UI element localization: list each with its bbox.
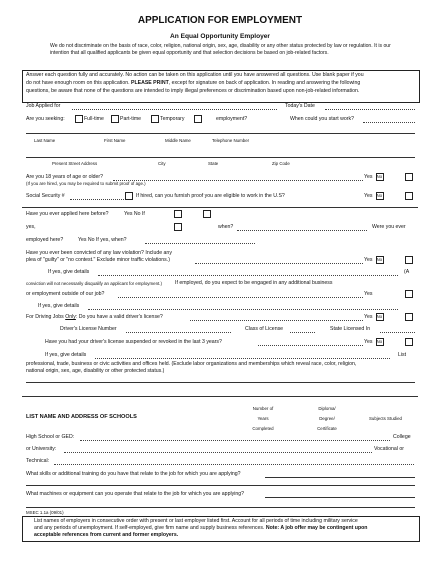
- technical-field[interactable]: [54, 464, 414, 465]
- convicted-details-field[interactable]: [98, 275, 398, 276]
- convicted-no-checkbox[interactable]: [405, 256, 413, 264]
- high-school-label: High School or GED:: [26, 434, 75, 440]
- driving-yes-label: Yes: [364, 314, 373, 320]
- outside-details-label: If yes, give details: [38, 303, 80, 309]
- temporary-checkbox[interactable]: [151, 115, 159, 123]
- diploma-header-2: Degree/: [319, 416, 335, 421]
- ssn-label: Social Security #: [26, 193, 65, 199]
- suspended-question: Have you had your driver's license suspended or revoked in the last 3 years?: [45, 339, 222, 345]
- city-label: City: [158, 161, 166, 166]
- form-id: MSEC 1.1a (09/01): [26, 510, 64, 515]
- job-applied-field[interactable]: [72, 109, 277, 110]
- first-name-label: First Name: [104, 138, 126, 143]
- college-label: College: [393, 434, 411, 440]
- years-header-2: Years: [257, 416, 269, 421]
- seeking-label: Are you seeking:: [26, 116, 65, 122]
- last-name-label: Last Name: [34, 138, 56, 143]
- todays-date-label: Today's Date: [285, 103, 315, 109]
- high-school-field[interactable]: [80, 440, 390, 441]
- years-header-3: Completed: [252, 426, 274, 431]
- license-number-label: Driver's License Number: [60, 326, 117, 332]
- list-label: List: [398, 352, 407, 358]
- applied-question: Have you ever applied here before?: [26, 211, 109, 217]
- age-yes-label: Yes: [364, 174, 373, 180]
- driving-leader: [190, 320, 363, 321]
- instructions-line-3: questions, be aware that none of the questions are intended to imply illegal preferences or discrimination based upon non-job-related information.: [26, 88, 360, 94]
- convicted-details-label: If yes, give details: [48, 269, 90, 275]
- instructions-line-1: Answer each question fully and accurately. No action can be taken on this application until you have answered all questions. Use blank paper if you: [26, 72, 364, 78]
- address-line[interactable]: [26, 157, 415, 158]
- machines-question: What machines or equipment can you operate that relate to the job for which you are applying?: [26, 491, 245, 497]
- professional-line-1: professional, trade, business or civic activities and offices held. (Exclude labor organizations and memberships which reveal race, color, religion,: [26, 361, 357, 367]
- years-header-1: Number of: [252, 406, 274, 411]
- employment-label: employment?: [216, 116, 248, 122]
- page-title: APPLICATION FOR EMPLOYMENT: [137, 15, 303, 26]
- employers-line-1: List names of employers in consecutive order with present or last employer listed first. Account for all periods of time including military service: [34, 518, 358, 524]
- professional-line-2: national origin, sex, age, disability or other protected status.): [26, 368, 165, 374]
- outside-details-field[interactable]: [88, 309, 398, 310]
- diploma-header-3: Certificate: [317, 426, 337, 431]
- job-applied-label: Job Applied for: [26, 103, 61, 109]
- proof-yes-label: Yes: [364, 193, 373, 199]
- class-license-label: Class of License: [245, 326, 284, 332]
- fulltime-label: Full-time: [84, 116, 104, 122]
- convicted-question: Have you ever been convicted of any law violation? Include any: [26, 250, 172, 256]
- suspended-details-field[interactable]: [95, 358, 390, 359]
- outside-job-question: or employment outside of our job?: [26, 291, 105, 297]
- street-label: Present Street Address: [52, 161, 98, 166]
- subjects-header: Subjects Studied: [369, 416, 402, 421]
- proof-question: If hired, can you furnish proof you are eligible to work in the U.S?: [136, 193, 285, 199]
- page-subtitle: An Equal Opportunity Employer: [169, 33, 270, 40]
- state-licensed-label: State Licensed In: [330, 326, 371, 332]
- applied-when-checkbox[interactable]: [174, 223, 182, 231]
- driving-no-label: No: [376, 314, 383, 319]
- suspended-details-label: If yes, give details: [45, 352, 87, 358]
- driving-no-checkbox[interactable]: [405, 313, 413, 321]
- vocational-label: Vocational or: [374, 446, 404, 452]
- machines-field[interactable]: [265, 497, 415, 498]
- driving-question: For Driving Jobs Only: Do you have a valid driver's license?: [26, 314, 163, 320]
- outside-leader: [118, 297, 363, 298]
- suspended-leader: [258, 345, 363, 346]
- fulltime-checkbox[interactable]: [75, 115, 83, 123]
- license-number-field[interactable]: [126, 332, 231, 333]
- employers-line-3: acceptable references from current and former employers.: [34, 532, 179, 538]
- diploma-header-1: Diploma/: [318, 406, 336, 411]
- self-employed-question: If employed, do you expect to be engaged in any additional business: [175, 280, 333, 286]
- instructions-line-2: do not have enough room on this application. PLEASE PRINT, except for signature on back of application. In reading and answering the following: [26, 80, 361, 86]
- university-field[interactable]: [64, 452, 372, 453]
- skills-field[interactable]: [265, 477, 415, 478]
- ssn-field[interactable]: [70, 199, 130, 200]
- machines-field-2[interactable]: [26, 507, 415, 508]
- skills-question: What skills or additional training do you have that relate to the job for which you are applying?: [26, 471, 241, 477]
- class-license-field[interactable]: [290, 332, 315, 333]
- schools-divider: [22, 396, 418, 397]
- name-line[interactable]: [26, 133, 415, 134]
- parttime-checkbox[interactable]: [111, 115, 119, 123]
- employers-line-2: and any periods of unemployment. If self-employed, give firm name and supply business references. Note: A job offer may be contingent upon: [34, 525, 368, 531]
- telephone-label: Telephone Number: [212, 138, 250, 143]
- state-label: State: [208, 161, 219, 166]
- skills-field-2[interactable]: [26, 485, 415, 486]
- employed-when-field[interactable]: [145, 243, 255, 244]
- were-you-ever: Were you ever: [372, 224, 406, 230]
- applied-yes-no: Yes No If: [124, 211, 145, 217]
- university-label: or University:: [26, 446, 57, 452]
- convicted-leader: [195, 263, 363, 264]
- employed-yes-no-when: Yes No If yes, when?: [78, 237, 127, 243]
- suspended-no-checkbox[interactable]: [405, 338, 413, 346]
- applied-when-field[interactable]: [237, 230, 367, 231]
- convicted-a: (A: [404, 269, 410, 275]
- applied-yes-text: yes,: [26, 224, 36, 230]
- convicted-yes-label: Yes: [364, 257, 373, 263]
- zip-label: Zip Code: [272, 161, 290, 166]
- ssn-checkbox[interactable]: [125, 192, 133, 200]
- technical-label: Technical:: [26, 458, 50, 464]
- applied-no-checkbox[interactable]: [203, 210, 211, 218]
- when-start-field[interactable]: [363, 122, 415, 123]
- employed-here-label: employed here?: [26, 237, 64, 243]
- age-no-label: No: [376, 174, 383, 179]
- outside-yes-label: Yes: [364, 291, 373, 297]
- parttime-label: Part-time: [120, 116, 142, 122]
- age-note: (If you are hired, you may be required to submit proof of age.): [26, 181, 146, 186]
- proof-no-label: No: [376, 193, 383, 198]
- state-licensed-field[interactable]: [380, 332, 415, 333]
- proof-no-checkbox[interactable]: [405, 192, 413, 200]
- convicted-no-label: No: [376, 257, 383, 262]
- when-start-label: When could you start work?: [290, 116, 355, 122]
- suspended-yes-label: Yes: [364, 339, 373, 345]
- outside-no-checkbox[interactable]: [405, 290, 413, 298]
- schools-title: LIST NAME AND ADDRESS OF SCHOOLS: [26, 414, 137, 420]
- age-question: Are you 18 years of age or older?: [26, 174, 103, 180]
- other-checkbox[interactable]: [194, 115, 202, 123]
- suspended-no-label: No: [376, 339, 383, 344]
- applied-yes-checkbox[interactable]: [174, 210, 182, 218]
- middle-name-label: Middle Name: [165, 138, 191, 143]
- section-divider: [22, 207, 418, 208]
- todays-date-field[interactable]: [325, 109, 415, 110]
- conviction-note: conviction will not necessarily disqualify an applicant for employment.): [26, 281, 162, 286]
- professional-field[interactable]: [26, 382, 415, 383]
- applied-when-label: when?: [218, 224, 234, 230]
- age-leader: [113, 180, 363, 181]
- convicted-question-2: plea of "guilty" or "no contest." Exclude minor traffic violations.): [26, 257, 170, 263]
- temporary-label: Temporary: [160, 116, 185, 122]
- intro-paragraph: We do not discriminate on the basis of race, color, religion, national origin, sex, age, disability or any other status protected by law or regulation. It is our intention that all qualified applicants be given equal opportunity and that selection decisions be based on job-related factors.: [50, 43, 391, 56]
- age-no-checkbox[interactable]: [405, 173, 413, 181]
